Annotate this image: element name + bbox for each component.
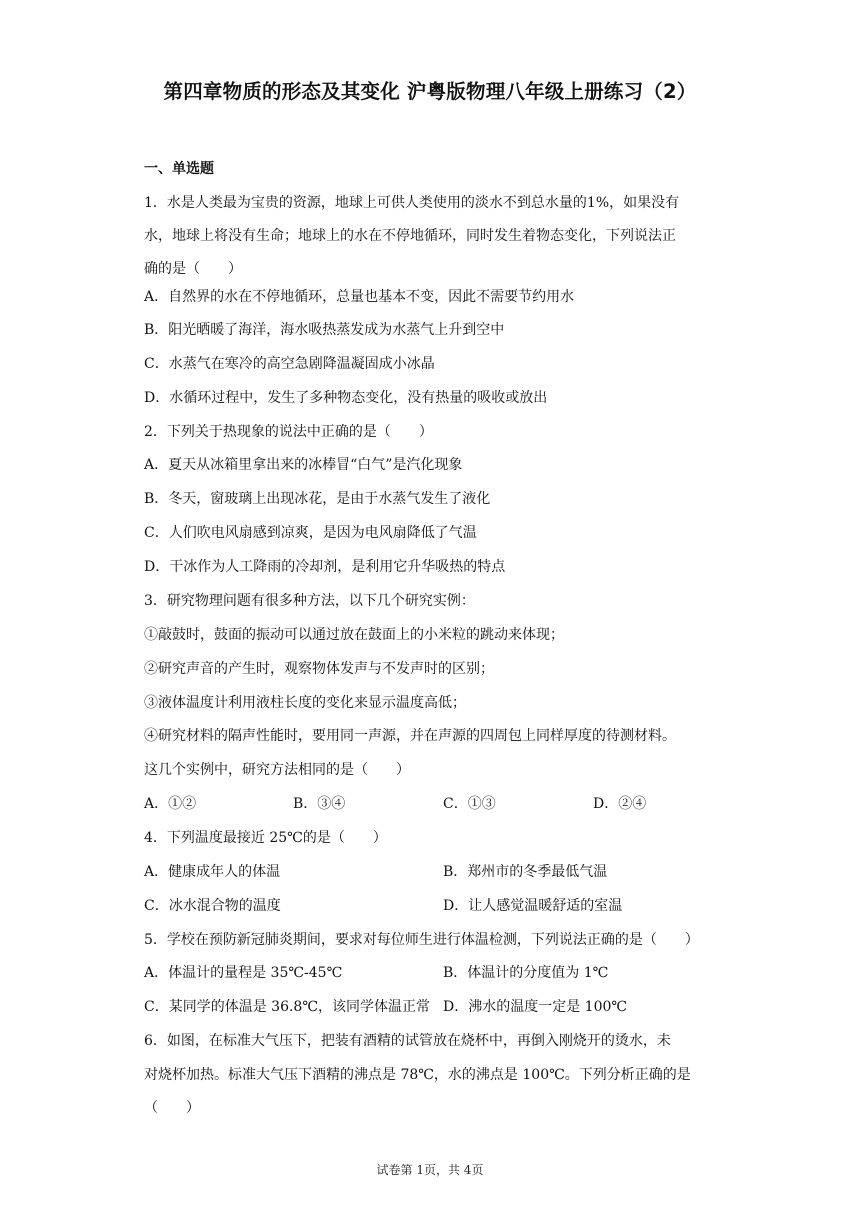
- question-4-option-c: C．冰水混合物的温度: [144, 898, 281, 914]
- question-4-stem: 4．下列温度最接近 25℃的是（ ）: [144, 830, 387, 846]
- question-3-line-6: 这几个实例中，研究方法相同的是（ ）: [144, 762, 410, 778]
- question-1-option-d: D．水循环过程中，发生了多种物态变化，没有热量的吸收或放出: [144, 390, 548, 406]
- question-1-option-c: C．水蒸气在寒冷的高空急剧降温凝固成小冰晶: [144, 356, 435, 372]
- page-title: 第四章物质的形态及其变化 沪粤版物理八年级上册练习（2）: [163, 80, 697, 103]
- question-2-option-c: C．人们吹电风扇感到凉爽，是因为电风扇降低了气温: [144, 525, 477, 541]
- question-1-line-3: 确的是（ ）: [144, 261, 242, 277]
- question-2-option-d: D．干冰作为人工降雨的冷却剂，是利用它升华吸热的特点: [144, 559, 506, 575]
- question-1-option-a: A．自然界的水在不停地循环，总量也基本不变，因此不需要节约用水: [144, 289, 575, 305]
- question-4-option-d: D．让人感觉温暖舒适的室温: [443, 898, 623, 914]
- question-5-option-c: C．某同学的体温是 36.8℃，该同学体温正常: [144, 999, 430, 1015]
- question-4-option-a: A．健康成年人的体温: [144, 864, 281, 880]
- question-3-option-d: D．②④: [593, 796, 647, 812]
- question-3-line-3: ②研究声音的产生时，观察物体发声与不发声时的区别；: [144, 661, 494, 677]
- question-3-option-c: C．①③: [443, 796, 496, 812]
- question-3-option-b: B．③④: [293, 796, 346, 812]
- question-6-line-1: 6．如图，在标准大气压下，把装有酒精的试管放在烧杯中，再倒入刚烧开的烫水，未: [144, 1033, 671, 1049]
- question-2-stem: 2．下列关于热现象的说法中正确的是（ ）: [144, 424, 433, 440]
- question-3-line-5: ④研究材料的隔声性能时，要用同一声源，并在声源的四周包上同样厚度的待测材料。: [144, 728, 676, 744]
- question-5-option-a: A．体温计的量程是 35℃-45℃: [144, 965, 343, 981]
- question-3-line-4: ③液体温度计利用液柱长度的变化来显示温度高低；: [144, 695, 466, 711]
- question-5-option-b: B．体温计的分度值为 1℃: [443, 965, 609, 981]
- question-5-option-d: D．沸水的温度一定是 100℃: [443, 999, 628, 1015]
- question-4-option-b: B．郑州市的冬季最低气温: [443, 864, 608, 880]
- question-3-option-a: A．①②: [144, 796, 197, 812]
- question-2-option-b: B．冬天，窗玻璃上出现冰花，是由于水蒸气发生了液化: [144, 491, 491, 507]
- page-footer: 试卷第 1页，共 4页: [376, 1163, 484, 1177]
- question-5-stem: 5．学校在预防新冠肺炎期间，要求对每位师生进行体温检测，下列说法正确的是（ ）: [144, 932, 699, 948]
- question-2-option-a: A．夏天从冰箱里拿出来的冰棒冒“白气”是汽化现象: [144, 457, 463, 473]
- question-6-line-3: （ ）: [144, 1100, 200, 1116]
- question-6-line-2: 对烧杯加热。标准大气压下酒精的沸点是 78℃，水的沸点是 100℃。下列分析正确的是: [144, 1067, 691, 1083]
- question-1-line-1: 1．水是人类最为宝贵的资源，地球上可供人类使用的淡水不到总水量的1%，如果没有: [144, 195, 680, 211]
- question-3-line-2: ①敲鼓时，鼓面的振动可以通过放在鼓面上的小米粒的跳动来体现；: [144, 627, 564, 643]
- question-1-option-b: B．阳光晒暖了海洋，海水吸热蒸发成为水蒸气上升到空中: [144, 322, 505, 338]
- section-heading: 一、单选题: [144, 161, 214, 177]
- question-3-line-1: 3．研究物理问题有很多种方法，以下几个研究实例：: [144, 593, 475, 609]
- question-1-line-2: 水，地球上将没有生命；地球上的水在不停地循环，同时发生着物态变化，下列说法正: [144, 228, 676, 244]
